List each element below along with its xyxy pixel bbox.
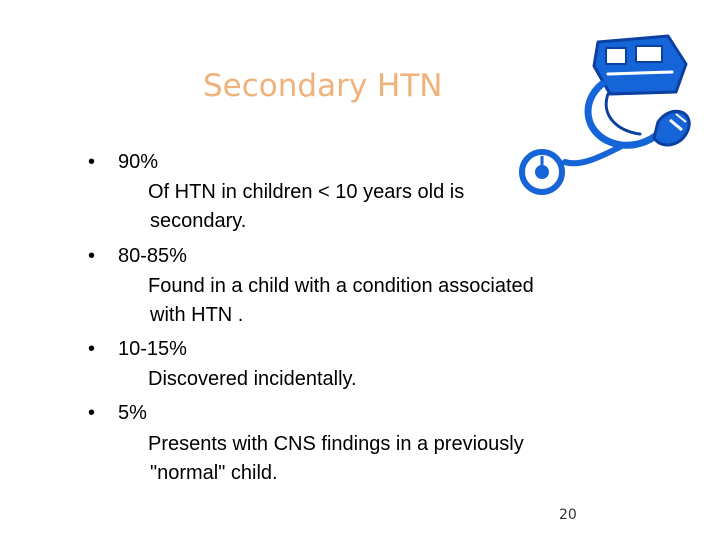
- bullet-marker: •: [88, 338, 96, 360]
- bullet-text: Presents with CNS findings in a previously: [148, 433, 524, 455]
- page-number: 20: [559, 507, 577, 523]
- slide-title: Secondary HTN: [203, 68, 443, 104]
- bullet-marker: •: [88, 245, 96, 267]
- bullet-heading: 10-15%: [118, 338, 187, 360]
- blood-pressure-monitor-icon: [490, 22, 700, 207]
- bullet-text: Found in a child with a condition associated: [148, 275, 534, 297]
- bullet-text: Discovered incidentally.: [148, 368, 357, 390]
- bullet-text: Of HTN in children < 10 years old is: [148, 181, 465, 203]
- bullet-heading: 5%: [118, 402, 147, 424]
- bullet-heading: 80-85%: [118, 245, 187, 267]
- bullet-text: with HTN .: [150, 304, 244, 326]
- bullet-marker: •: [88, 151, 96, 173]
- bullet-text: secondary.: [150, 210, 247, 232]
- bullet-text: "normal" child.: [150, 462, 278, 484]
- bullet-marker: •: [88, 402, 96, 424]
- bullet-heading: 90%: [118, 151, 159, 173]
